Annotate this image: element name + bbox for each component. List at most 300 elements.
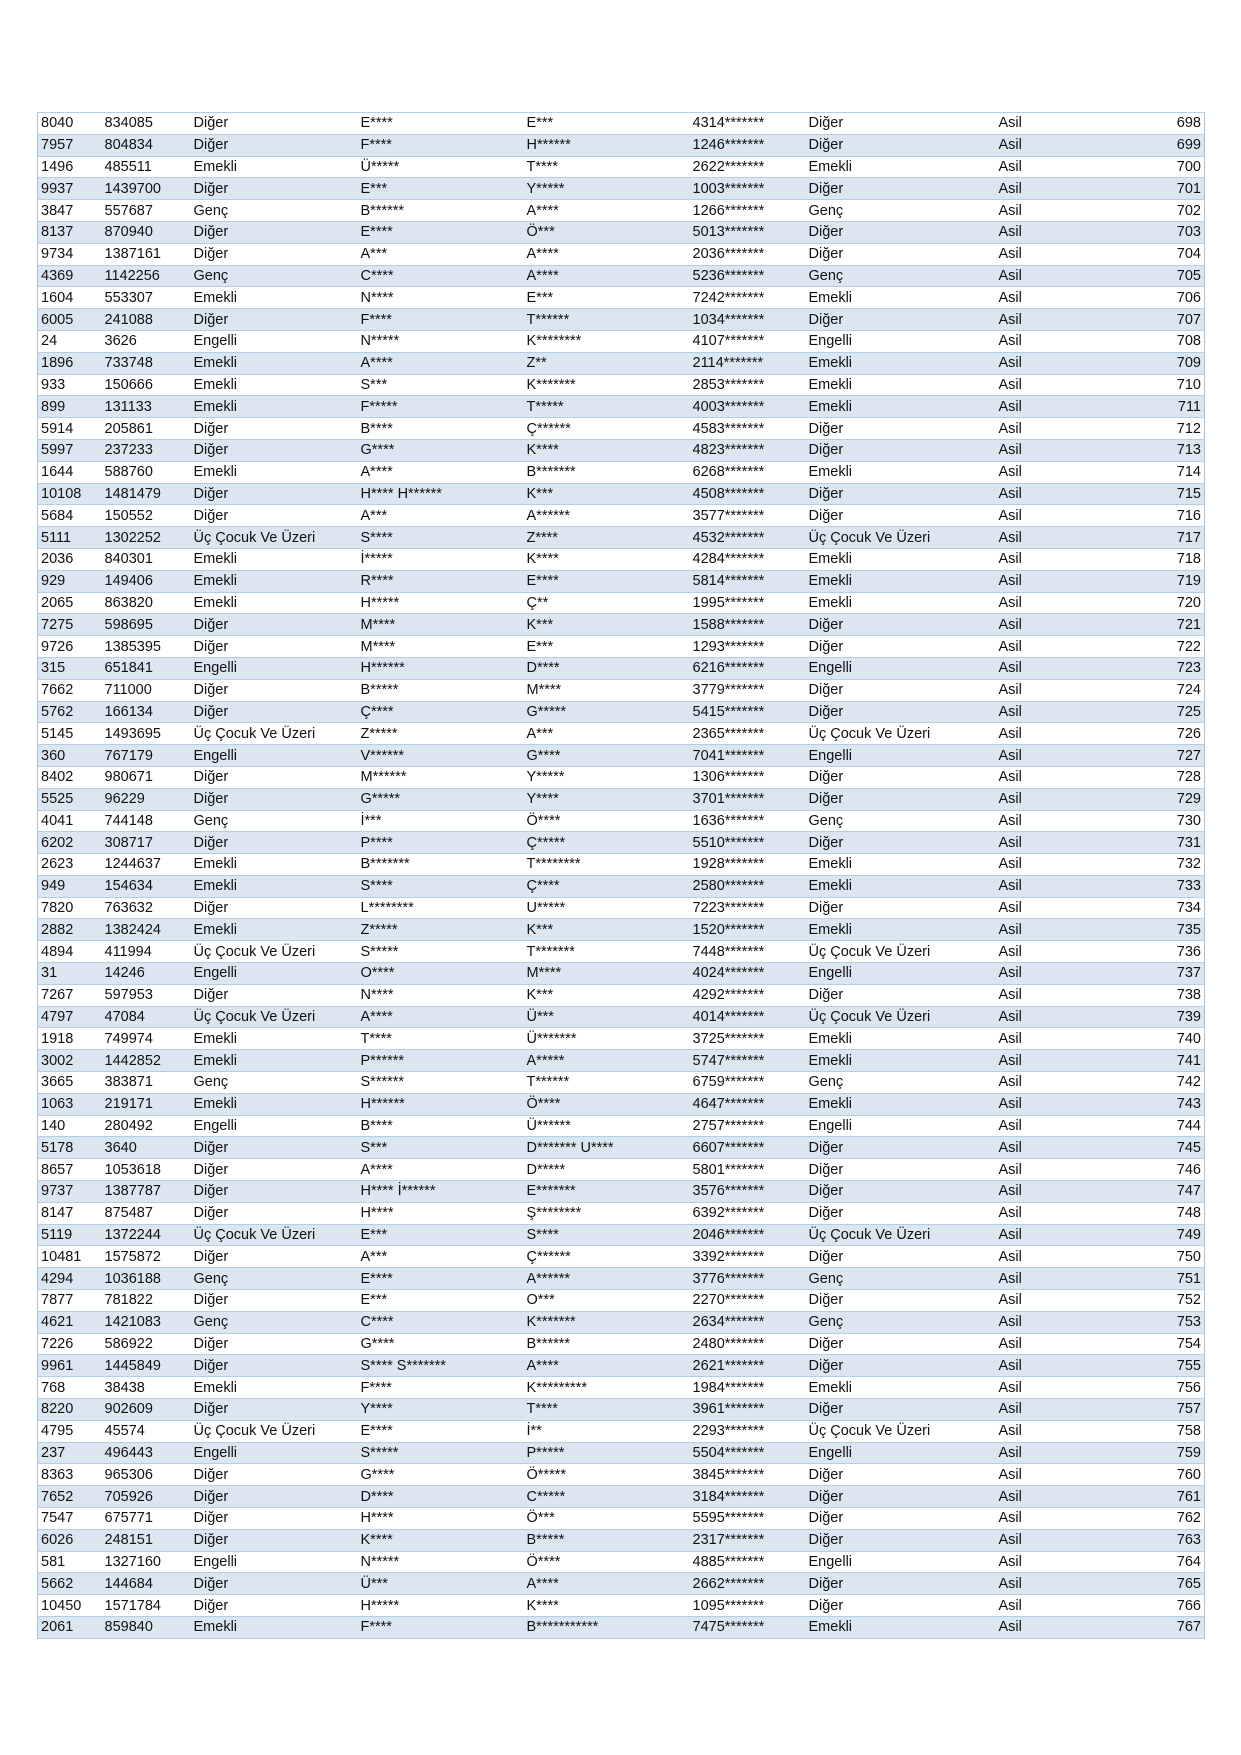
status-cell: Asil xyxy=(996,614,1106,636)
row-id-cell: 4621 xyxy=(38,1311,102,1333)
status-cell: Asil xyxy=(996,875,1106,897)
table-row xyxy=(38,1159,1205,1181)
category-cell: Diğer xyxy=(191,1137,358,1159)
status-cell: Asil xyxy=(996,548,1106,570)
category-cell: Diğer xyxy=(191,418,358,440)
last-name-cell: S**** xyxy=(524,1224,690,1246)
status-cell: Asil xyxy=(996,788,1106,810)
row-id-cell: 31 xyxy=(38,963,102,985)
first-name-cell: Ü*** xyxy=(358,1573,524,1595)
category-cell: Emekli xyxy=(191,1616,358,1638)
category-cell: Diğer xyxy=(191,1333,358,1355)
row-id-cell: 5119 xyxy=(38,1224,102,1246)
id-number-cell: 1306******* xyxy=(690,766,806,788)
id-number-cell: 2293******* xyxy=(690,1420,806,1442)
application-no-cell: 154634 xyxy=(102,875,191,897)
quota-cell: Diğer xyxy=(806,614,996,636)
last-name-cell: M**** xyxy=(524,963,690,985)
row-id-cell: 9961 xyxy=(38,1355,102,1377)
category-cell: Diğer xyxy=(191,483,358,505)
row-id-cell: 949 xyxy=(38,875,102,897)
category-cell: Engelli xyxy=(191,657,358,679)
id-number-cell: 4532******* xyxy=(690,527,806,549)
application-no-cell: 280492 xyxy=(102,1115,191,1137)
category-cell: Diğer xyxy=(191,1246,358,1268)
first-name-cell: İ*** xyxy=(358,810,524,832)
rank-cell: 767 xyxy=(1106,1616,1205,1638)
status-cell: Asil xyxy=(996,1573,1106,1595)
last-name-cell: K*** xyxy=(524,984,690,1006)
row-id-cell: 8363 xyxy=(38,1464,102,1486)
row-id-cell: 7957 xyxy=(38,134,102,156)
rank-cell: 753 xyxy=(1106,1311,1205,1333)
quota-cell: Engelli xyxy=(806,1115,996,1137)
id-number-cell: 1588******* xyxy=(690,614,806,636)
id-number-cell: 6759******* xyxy=(690,1072,806,1094)
row-id-cell: 3002 xyxy=(38,1050,102,1072)
id-number-cell: 1266******* xyxy=(690,200,806,222)
table-row xyxy=(38,636,1205,658)
status-cell: Asil xyxy=(996,592,1106,614)
category-cell: Emekli xyxy=(191,352,358,374)
last-name-cell: Ö*** xyxy=(524,1508,690,1530)
quota-cell: Diğer xyxy=(806,636,996,658)
id-number-cell: 5013******* xyxy=(690,221,806,243)
table-row xyxy=(38,1529,1205,1551)
first-name-cell: P****** xyxy=(358,1050,524,1072)
id-number-cell: 5814******* xyxy=(690,570,806,592)
rank-cell: 742 xyxy=(1106,1072,1205,1094)
application-no-cell: 875487 xyxy=(102,1202,191,1224)
id-number-cell: 3961******* xyxy=(690,1399,806,1421)
application-no-cell: 733748 xyxy=(102,352,191,374)
status-cell: Asil xyxy=(996,221,1106,243)
table-row xyxy=(38,1115,1205,1137)
last-name-cell: Ö*** xyxy=(524,221,690,243)
application-no-cell: 1493695 xyxy=(102,723,191,745)
category-cell: Diğer xyxy=(191,1508,358,1530)
quota-cell: Emekli xyxy=(806,374,996,396)
row-id-cell: 9726 xyxy=(38,636,102,658)
row-id-cell: 899 xyxy=(38,396,102,418)
status-cell: Asil xyxy=(996,309,1106,331)
first-name-cell: H****** xyxy=(358,1093,524,1115)
row-id-cell: 933 xyxy=(38,374,102,396)
status-cell: Asil xyxy=(996,636,1106,658)
category-cell: Genç xyxy=(191,200,358,222)
category-cell: Engelli xyxy=(191,1442,358,1464)
first-name-cell: E**** xyxy=(358,1268,524,1290)
first-name-cell: N***** xyxy=(358,1551,524,1573)
quota-cell: Diğer xyxy=(806,832,996,854)
id-number-cell: 5415******* xyxy=(690,701,806,723)
rank-cell: 728 xyxy=(1106,766,1205,788)
row-id-cell: 7267 xyxy=(38,984,102,1006)
table-row xyxy=(38,374,1205,396)
status-cell: Asil xyxy=(996,134,1106,156)
quota-cell: Emekli xyxy=(806,1050,996,1072)
status-cell: Asil xyxy=(996,854,1106,876)
last-name-cell: Ö***** xyxy=(524,1464,690,1486)
first-name-cell: M****** xyxy=(358,766,524,788)
table-row xyxy=(38,570,1205,592)
row-id-cell: 9937 xyxy=(38,178,102,200)
category-cell: Diğer xyxy=(191,614,358,636)
application-no-cell: 248151 xyxy=(102,1529,191,1551)
first-name-cell: E**** xyxy=(358,1420,524,1442)
quota-cell: Diğer xyxy=(806,1529,996,1551)
category-cell: Üç Çocuk Ve Üzeri xyxy=(191,1006,358,1028)
rank-cell: 721 xyxy=(1106,614,1205,636)
quota-cell: Engelli xyxy=(806,745,996,767)
quota-cell: Emekli xyxy=(806,548,996,570)
rank-cell: 758 xyxy=(1106,1420,1205,1442)
row-id-cell: 8147 xyxy=(38,1202,102,1224)
quota-cell: Diğer xyxy=(806,1486,996,1508)
quota-cell: Diğer xyxy=(806,1246,996,1268)
quota-cell: Emekli xyxy=(806,1616,996,1638)
last-name-cell: E*** xyxy=(524,113,690,135)
category-cell: Diğer xyxy=(191,766,358,788)
category-cell: Diğer xyxy=(191,1290,358,1312)
first-name-cell: T**** xyxy=(358,1028,524,1050)
last-name-cell: G**** xyxy=(524,745,690,767)
row-id-cell: 7547 xyxy=(38,1508,102,1530)
table-body xyxy=(38,113,1205,1639)
rank-cell: 751 xyxy=(1106,1268,1205,1290)
last-name-cell: A****** xyxy=(524,505,690,527)
application-no-cell: 804834 xyxy=(102,134,191,156)
quota-cell: Engelli xyxy=(806,1442,996,1464)
category-cell: Üç Çocuk Ve Üzeri xyxy=(191,941,358,963)
quota-cell: Diğer xyxy=(806,243,996,265)
status-cell: Asil xyxy=(996,1399,1106,1421)
id-number-cell: 3577******* xyxy=(690,505,806,527)
last-name-cell: Ş******** xyxy=(524,1202,690,1224)
category-cell: Diğer xyxy=(191,897,358,919)
row-id-cell: 9737 xyxy=(38,1181,102,1203)
status-cell: Asil xyxy=(996,156,1106,178)
last-name-cell: D**** xyxy=(524,657,690,679)
last-name-cell: Ö**** xyxy=(524,810,690,832)
rank-cell: 730 xyxy=(1106,810,1205,832)
first-name-cell: H**** xyxy=(358,1508,524,1530)
id-number-cell: 5504******* xyxy=(690,1442,806,1464)
category-cell: Diğer xyxy=(191,1355,358,1377)
rank-cell: 710 xyxy=(1106,374,1205,396)
application-no-cell: 237233 xyxy=(102,439,191,461)
id-number-cell: 4508******* xyxy=(690,483,806,505)
application-no-cell: 1421083 xyxy=(102,1311,191,1333)
category-cell: Emekli xyxy=(191,1093,358,1115)
rank-cell: 765 xyxy=(1106,1573,1205,1595)
id-number-cell: 4647******* xyxy=(690,1093,806,1115)
last-name-cell: G***** xyxy=(524,701,690,723)
last-name-cell: E**** xyxy=(524,570,690,592)
id-number-cell: 7475******* xyxy=(690,1616,806,1638)
first-name-cell: C**** xyxy=(358,1311,524,1333)
category-cell: Diğer xyxy=(191,309,358,331)
status-cell: Asil xyxy=(996,745,1106,767)
id-number-cell: 2853******* xyxy=(690,374,806,396)
status-cell: Asil xyxy=(996,679,1106,701)
category-cell: Diğer xyxy=(191,134,358,156)
status-cell: Asil xyxy=(996,418,1106,440)
table-row xyxy=(38,592,1205,614)
first-name-cell: H**** H****** xyxy=(358,483,524,505)
application-no-cell: 205861 xyxy=(102,418,191,440)
application-no-cell: 383871 xyxy=(102,1072,191,1094)
table-row xyxy=(38,679,1205,701)
status-cell: Asil xyxy=(996,897,1106,919)
category-cell: Genç xyxy=(191,1311,358,1333)
application-no-cell: 763632 xyxy=(102,897,191,919)
table-row xyxy=(38,505,1205,527)
application-no-cell: 219171 xyxy=(102,1093,191,1115)
row-id-cell: 581 xyxy=(38,1551,102,1573)
last-name-cell: A**** xyxy=(524,243,690,265)
quota-cell: Emekli xyxy=(806,570,996,592)
status-cell: Asil xyxy=(996,1006,1106,1028)
rank-cell: 739 xyxy=(1106,1006,1205,1028)
table-row xyxy=(38,1508,1205,1530)
last-name-cell: A***** xyxy=(524,1050,690,1072)
category-cell: Emekli xyxy=(191,592,358,614)
rank-cell: 713 xyxy=(1106,439,1205,461)
application-no-cell: 598695 xyxy=(102,614,191,636)
row-id-cell: 8402 xyxy=(38,766,102,788)
quota-cell: Diğer xyxy=(806,1202,996,1224)
first-name-cell: N***** xyxy=(358,330,524,352)
last-name-cell: Z** xyxy=(524,352,690,374)
table-row xyxy=(38,134,1205,156)
table-row xyxy=(38,1377,1205,1399)
table-row xyxy=(38,113,1205,135)
application-no-cell: 1053618 xyxy=(102,1159,191,1181)
last-name-cell: Ç** xyxy=(524,592,690,614)
rank-cell: 733 xyxy=(1106,875,1205,897)
last-name-cell: A****** xyxy=(524,1268,690,1290)
first-name-cell: B******* xyxy=(358,854,524,876)
application-no-cell: 3626 xyxy=(102,330,191,352)
category-cell: Engelli xyxy=(191,1551,358,1573)
last-name-cell: O*** xyxy=(524,1290,690,1312)
rank-cell: 719 xyxy=(1106,570,1205,592)
table-row xyxy=(38,1486,1205,1508)
first-name-cell: E*** xyxy=(358,1224,524,1246)
table-row xyxy=(38,1333,1205,1355)
row-id-cell: 5662 xyxy=(38,1573,102,1595)
table-row xyxy=(38,1050,1205,1072)
last-name-cell: T**** xyxy=(524,156,690,178)
application-no-cell: 45574 xyxy=(102,1420,191,1442)
quota-cell: Genç xyxy=(806,265,996,287)
row-id-cell: 4294 xyxy=(38,1268,102,1290)
last-name-cell: Y***** xyxy=(524,766,690,788)
quota-cell: Diğer xyxy=(806,1595,996,1617)
table-row xyxy=(38,723,1205,745)
quota-cell: Emekli xyxy=(806,875,996,897)
table-row xyxy=(38,875,1205,897)
row-id-cell: 8220 xyxy=(38,1399,102,1421)
quota-cell: Emekli xyxy=(806,156,996,178)
last-name-cell: T****** xyxy=(524,1072,690,1094)
category-cell: Diğer xyxy=(191,113,358,135)
rank-cell: 727 xyxy=(1106,745,1205,767)
first-name-cell: C**** xyxy=(358,265,524,287)
status-cell: Asil xyxy=(996,1137,1106,1159)
category-cell: Diğer xyxy=(191,832,358,854)
id-number-cell: 3392******* xyxy=(690,1246,806,1268)
quota-cell: Emekli xyxy=(806,1093,996,1115)
table-row xyxy=(38,221,1205,243)
row-id-cell: 2065 xyxy=(38,592,102,614)
quota-cell: Diğer xyxy=(806,1333,996,1355)
table-row xyxy=(38,439,1205,461)
rank-cell: 759 xyxy=(1106,1442,1205,1464)
rank-cell: 716 xyxy=(1106,505,1205,527)
first-name-cell: E*** xyxy=(358,178,524,200)
table-row xyxy=(38,1006,1205,1028)
row-id-cell: 7877 xyxy=(38,1290,102,1312)
category-cell: Emekli xyxy=(191,919,358,941)
last-name-cell: E*** xyxy=(524,636,690,658)
category-cell: Diğer xyxy=(191,1595,358,1617)
status-cell: Asil xyxy=(996,810,1106,832)
status-cell: Asil xyxy=(996,505,1106,527)
rank-cell: 699 xyxy=(1106,134,1205,156)
id-number-cell: 1636******* xyxy=(690,810,806,832)
row-id-cell: 10450 xyxy=(38,1595,102,1617)
first-name-cell: A*** xyxy=(358,1246,524,1268)
table-row xyxy=(38,984,1205,1006)
id-number-cell: 7242******* xyxy=(690,287,806,309)
first-name-cell: M**** xyxy=(358,636,524,658)
status-cell: Asil xyxy=(996,1202,1106,1224)
table-row xyxy=(38,352,1205,374)
id-number-cell: 3776******* xyxy=(690,1268,806,1290)
table-row xyxy=(38,1028,1205,1050)
id-number-cell: 1928******* xyxy=(690,854,806,876)
category-cell: Engelli xyxy=(191,330,358,352)
status-cell: Asil xyxy=(996,439,1106,461)
quota-cell: Diğer xyxy=(806,897,996,919)
id-number-cell: 4024******* xyxy=(690,963,806,985)
status-cell: Asil xyxy=(996,200,1106,222)
application-no-cell: 1481479 xyxy=(102,483,191,505)
quota-cell: Genç xyxy=(806,1268,996,1290)
last-name-cell: D***** xyxy=(524,1159,690,1181)
id-number-cell: 3576******* xyxy=(690,1181,806,1203)
application-no-cell: 1302252 xyxy=(102,527,191,549)
first-name-cell: S**** xyxy=(358,527,524,549)
first-name-cell: R**** xyxy=(358,570,524,592)
category-cell: Üç Çocuk Ve Üzeri xyxy=(191,1420,358,1442)
id-number-cell: 4885******* xyxy=(690,1551,806,1573)
quota-cell: Emekli xyxy=(806,1028,996,1050)
quota-cell: Diğer xyxy=(806,505,996,527)
first-name-cell: K**** xyxy=(358,1529,524,1551)
status-cell: Asil xyxy=(996,243,1106,265)
table-row xyxy=(38,766,1205,788)
quota-cell: Emekli xyxy=(806,352,996,374)
row-id-cell: 5997 xyxy=(38,439,102,461)
table-row xyxy=(38,548,1205,570)
row-id-cell: 4894 xyxy=(38,941,102,963)
quota-cell: Diğer xyxy=(806,309,996,331)
table-row xyxy=(38,156,1205,178)
table-row xyxy=(38,1442,1205,1464)
table-row xyxy=(38,287,1205,309)
first-name-cell: F**** xyxy=(358,309,524,331)
table-row xyxy=(38,1616,1205,1638)
last-name-cell: B***** xyxy=(524,1529,690,1551)
row-id-cell: 5178 xyxy=(38,1137,102,1159)
table-row xyxy=(38,200,1205,222)
table-row xyxy=(38,396,1205,418)
first-name-cell: S*** xyxy=(358,374,524,396)
application-no-cell: 1387787 xyxy=(102,1181,191,1203)
category-cell: Emekli xyxy=(191,875,358,897)
application-no-cell: 1244637 xyxy=(102,854,191,876)
application-no-cell: 840301 xyxy=(102,548,191,570)
rank-cell: 743 xyxy=(1106,1093,1205,1115)
first-name-cell: B****** xyxy=(358,200,524,222)
table-row xyxy=(38,1268,1205,1290)
status-cell: Asil xyxy=(996,178,1106,200)
rank-cell: 740 xyxy=(1106,1028,1205,1050)
category-cell: Diğer xyxy=(191,1181,358,1203)
rank-cell: 718 xyxy=(1106,548,1205,570)
first-name-cell: G**** xyxy=(358,1464,524,1486)
first-name-cell: Y**** xyxy=(358,1399,524,1421)
application-no-cell: 863820 xyxy=(102,592,191,614)
category-cell: Genç xyxy=(191,810,358,832)
first-name-cell: V****** xyxy=(358,745,524,767)
row-id-cell: 7652 xyxy=(38,1486,102,1508)
id-number-cell: 7041******* xyxy=(690,745,806,767)
id-number-cell: 1995******* xyxy=(690,592,806,614)
table-row xyxy=(38,1246,1205,1268)
last-name-cell: A*** xyxy=(524,723,690,745)
quota-cell: Diğer xyxy=(806,1290,996,1312)
first-name-cell: B**** xyxy=(358,418,524,440)
rank-cell: 708 xyxy=(1106,330,1205,352)
first-name-cell: L******** xyxy=(358,897,524,919)
category-cell: Diğer xyxy=(191,221,358,243)
table-row xyxy=(38,788,1205,810)
last-name-cell: E******* xyxy=(524,1181,690,1203)
status-cell: Asil xyxy=(996,1442,1106,1464)
id-number-cell: 4583******* xyxy=(690,418,806,440)
id-number-cell: 6216******* xyxy=(690,657,806,679)
id-number-cell: 4014******* xyxy=(690,1006,806,1028)
row-id-cell: 10108 xyxy=(38,483,102,505)
table-row xyxy=(38,1311,1205,1333)
rank-cell: 707 xyxy=(1106,309,1205,331)
table-row xyxy=(38,1355,1205,1377)
status-cell: Asil xyxy=(996,1551,1106,1573)
id-number-cell: 3725******* xyxy=(690,1028,806,1050)
last-name-cell: Z**** xyxy=(524,527,690,549)
application-no-cell: 711000 xyxy=(102,679,191,701)
table-row xyxy=(38,418,1205,440)
rank-cell: 737 xyxy=(1106,963,1205,985)
last-name-cell: D******* U**** xyxy=(524,1137,690,1159)
id-number-cell: 2365******* xyxy=(690,723,806,745)
status-cell: Asil xyxy=(996,1464,1106,1486)
table-row xyxy=(38,810,1205,832)
